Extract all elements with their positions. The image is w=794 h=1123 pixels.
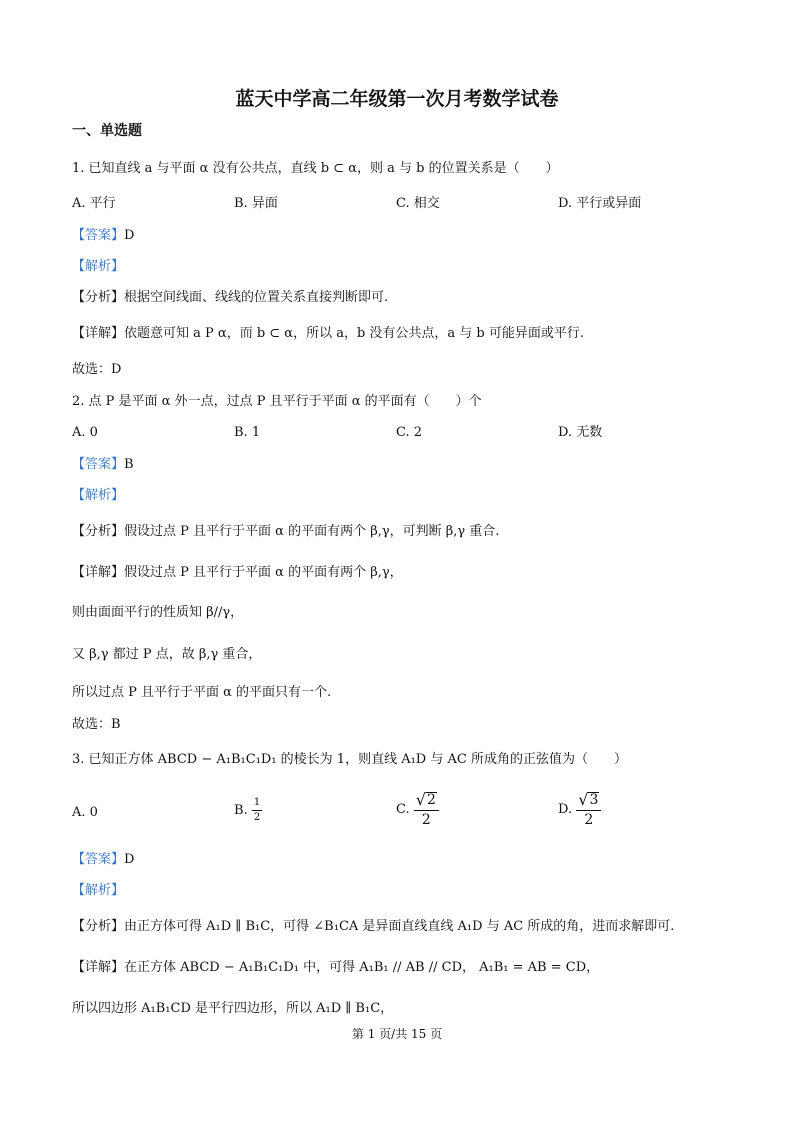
q3-detail-line-2: 所以四边形 A₁B₁CD 是平行四边形，所以 A₁D ∥ B₁C，: [72, 1001, 394, 1016]
q3-option-d: [558, 792, 601, 827]
detail-label: 【详解】: [72, 565, 125, 580]
q3-analysis: [72, 917, 674, 937]
q1-analysis-text: 根据空间线面、线线的位置关系直接判断即可.: [124, 290, 389, 305]
q2-detail: [72, 563, 403, 583]
q2-answer-value: B: [124, 457, 134, 472]
analysis-label: 【分析】: [72, 919, 125, 934]
q2-jiexi-label: 【解析】: [72, 488, 125, 503]
fraction-one-half: [252, 798, 262, 823]
q3-option-b-den: 2: [253, 812, 261, 823]
q2-option-a: A. 0: [72, 425, 98, 440]
q2-detail-line-4: 所以过点 P 且平行于平面 α 的平面只有一个.: [72, 685, 332, 700]
q3-option-c-den: 2: [421, 812, 431, 829]
q3-option-d-num: 3: [589, 792, 599, 808]
sqrt-icon: √ 2: [415, 790, 436, 810]
analysis-label: 【分析】: [72, 524, 125, 539]
q2-detail-line-2: 则由面面平行的性质知 β//γ，: [72, 605, 244, 620]
q3-analysis-text: 由正方体可得 A₁D ∥ B₁C，可得 ∠B₁CA 是异面直线直线 A₁D 与 AC 所成的角，进而求解即可.: [124, 919, 675, 934]
q1-analysis: [72, 288, 388, 308]
q1-option-b: B. 异面: [234, 196, 278, 211]
q2-detail-line-3: 又 β,γ 都过 P 点，故 β,γ 重合，: [72, 647, 262, 662]
q3-option-b-num: 1: [252, 798, 262, 811]
q3-detail: [72, 958, 599, 978]
q3-stem: 3. 已知正方体 ABCD − A₁B₁C₁D₁ 的棱长为 1，则直线 A₁D 与 AC 所成角的正弦值为（ ）: [72, 752, 627, 767]
q3-option-b: [234, 798, 262, 823]
page-title: 蓝天中学高二年级第一次月考数学试卷: [235, 88, 559, 110]
q3-option-b-label: B.: [234, 803, 248, 818]
fraction-sqrt3-over-2: [576, 792, 601, 827]
detail-label: 【详解】: [72, 960, 125, 975]
q2-stem: 2. 点 P 是平面 α 外一点，过点 P 且平行于平面 α 的平面有（ ）个: [72, 394, 482, 409]
detail-label: 【详解】: [72, 326, 125, 341]
q2-option-c: C. 2: [396, 425, 423, 440]
answer-label: 【答案】: [72, 852, 125, 867]
q1-detail-text: 依题意可知 a P α，而 b ⊂ α，所以 a，b 没有公共点，a 与 b 可能异面或平行.: [124, 326, 585, 341]
q1-answer-value: D: [124, 228, 135, 243]
sqrt-icon: √ 3: [578, 790, 599, 810]
q3-option-d-num-wrap: [576, 792, 601, 811]
q3-option-c-num-wrap: [414, 792, 439, 811]
q2-option-b: B. 1: [234, 425, 261, 440]
q1-option-d: D. 平行或异面: [558, 196, 642, 211]
analysis-label: 【分析】: [72, 290, 125, 305]
q3-detail-text: 在正方体 ABCD − A₁B₁C₁D₁ 中，可得 A₁B₁ // AB // CD， A₁B₁ = AB = CD，: [124, 960, 600, 975]
q2-detail-text: 假设过点 P 且平行于平面 α 的平面有两个 β,γ，: [124, 565, 403, 580]
q1-option-a: A. 平行: [72, 196, 116, 211]
answer-label: 【答案】: [72, 457, 125, 472]
page-footer: 第 1 页/共 15 页: [351, 1027, 443, 1041]
q1-answer: [72, 226, 134, 246]
q1-jiexi-label: 【解析】: [72, 259, 125, 274]
q1-option-c: C. 相交: [396, 196, 440, 211]
q2-analysis-text: 假设过点 P 且平行于平面 α 的平面有两个 β,γ，可判断 β,γ 重合.: [124, 524, 500, 539]
q3-jiexi-label: 【解析】: [72, 883, 125, 898]
q2-analysis: [72, 522, 499, 542]
q3-option-d-den: 2: [584, 812, 594, 829]
q2-answer: [72, 455, 134, 475]
section-heading: 一、单选题: [72, 123, 142, 139]
q1-stem: 1. 已知直线 a 与平面 α 没有公共点，直线 b ⊂ α，则 a 与 b 的位置关系是（ ）: [72, 161, 559, 176]
q3-answer-value: D: [124, 852, 135, 867]
q3-answer: [72, 850, 134, 870]
q1-choice: 故选：D: [72, 362, 122, 377]
fraction-sqrt2-over-2: [414, 792, 439, 827]
q3-option-a: A. 0: [72, 805, 98, 820]
answer-label: 【答案】: [72, 228, 125, 243]
q3-option-c: [396, 792, 439, 827]
q3-option-c-label: C.: [396, 802, 410, 818]
q2-option-d: D. 无数: [558, 425, 603, 440]
q3-option-d-label: D.: [558, 802, 573, 818]
q2-choice: 故选：B: [72, 717, 121, 732]
q3-option-c-num: 2: [426, 792, 436, 808]
q1-detail: [72, 324, 584, 344]
